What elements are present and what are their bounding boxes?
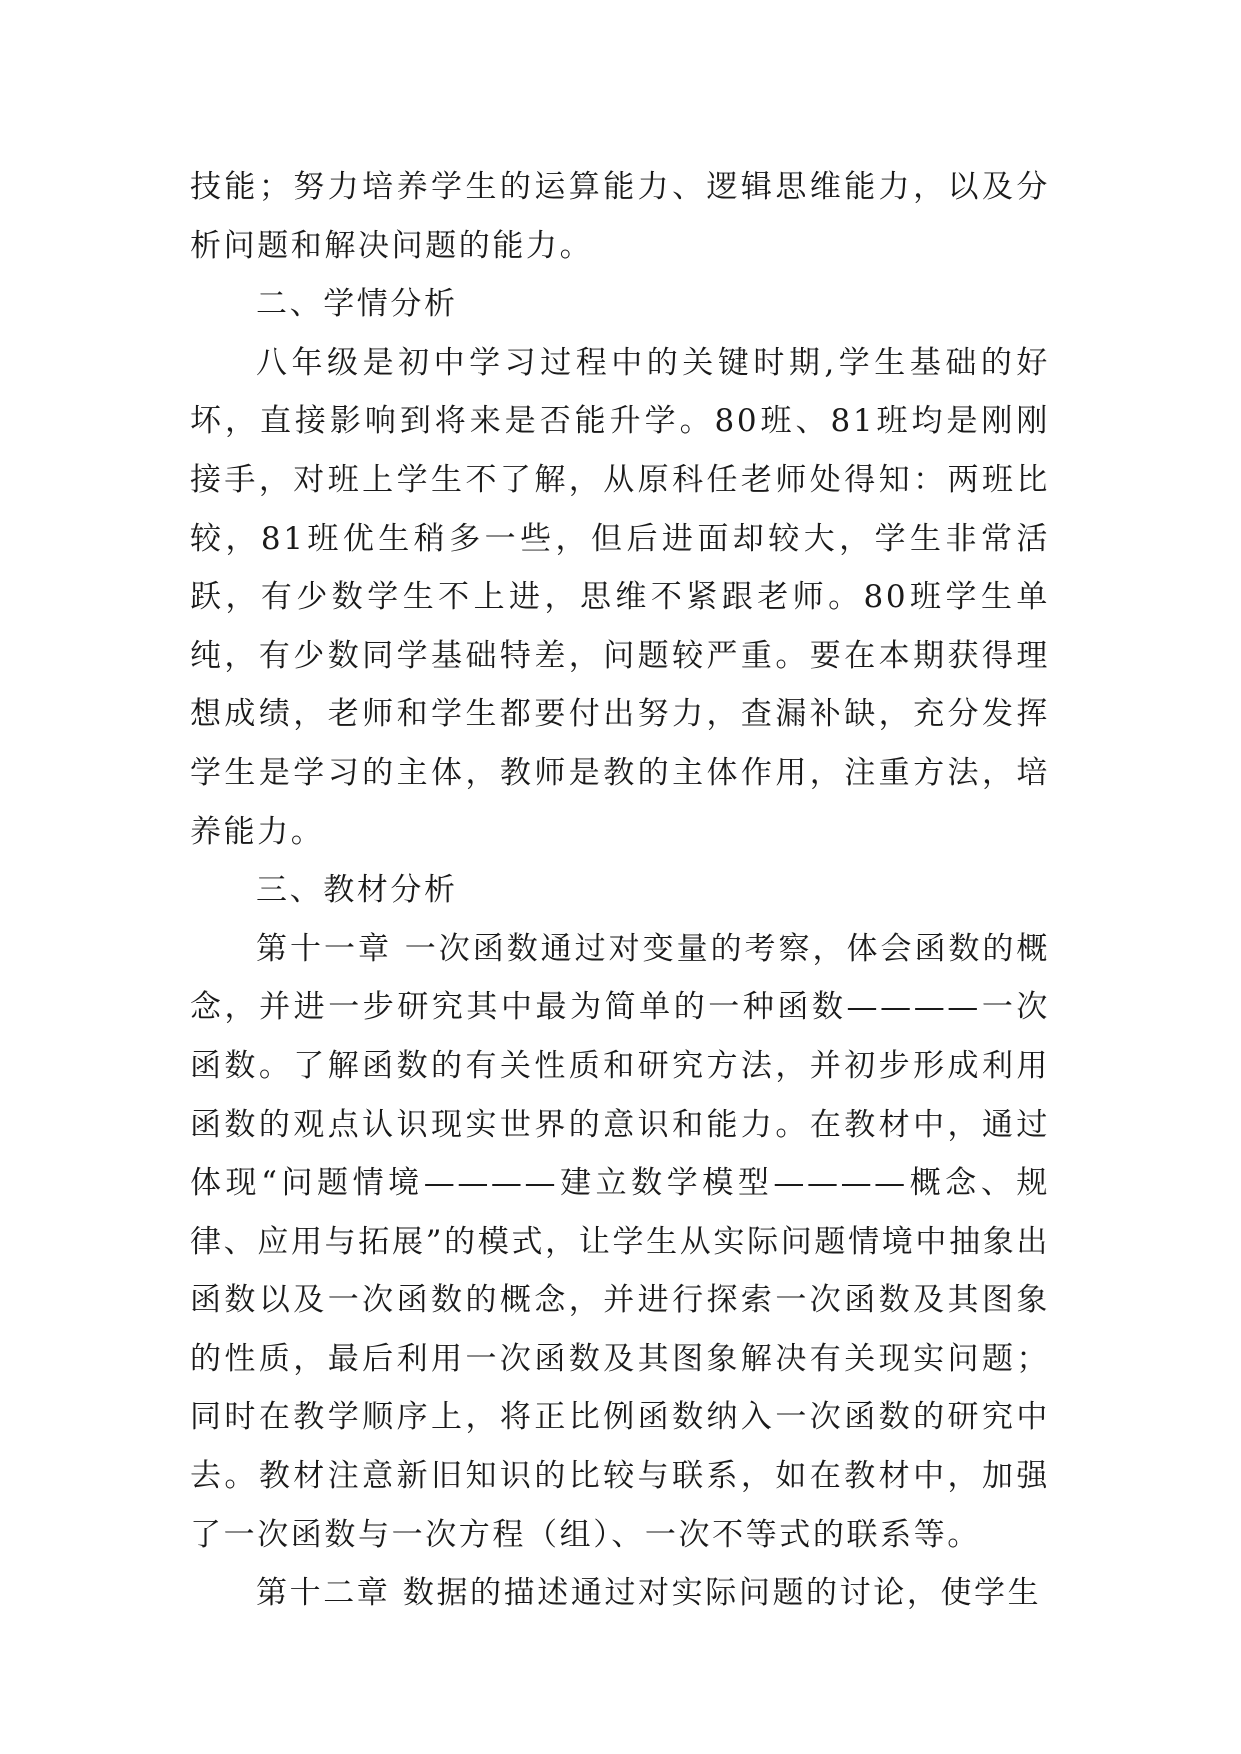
section-heading-textbook-analysis: 三、教材分析: [256, 872, 458, 909]
document-body: [190, 158, 1050, 1623]
paragraph-chapter-11: 第十一章 一次函数通过对变量的考察，体会函数的概念，并进一步研究其中最为简单的一种函数————一次函数。了解函数的有关性质和研究方法，并初步形成利用函数的观点认识现实世界的意识和能力。在教材中，通过体现“问题情境————建立数学模型————概念、规律、应用与拓展”的模式，让学生从实际问题情境中抽象出函数以及一次函数的概念，并进行探索一次函数及其图象的性质，最后利用一次函数及其图象解决有关现实问题；同时在教学顺序上，将正比例函数纳入一次函数的研究中去。教材注意新旧知识的比较与联系，如在教材中，加强了一次函数与一次方程（组）、一次不等式的联系等。: [190, 930, 1050, 1553]
continuation-paragraph: 技能；努力培养学生的运算能力、逻辑思维能力，以及分析问题和解决问题的能力。: [190, 169, 1050, 264]
paragraph-chapter-12: 第十二章 数据的描述通过对实际问题的讨论，使学生: [256, 1575, 1042, 1612]
section-heading-learning-analysis: 二、学情分析: [256, 286, 458, 323]
paragraph-learning-analysis: 八年级是初中学习过程中的关键时期,学生基础的好坏，直接影响到将来是否能升学。80班、81班均是刚刚接手，对班上学生不了解，从原科任老师处得知：两班比较，81班优生稍多一些，但后进面却较大，学生非常活跃，有少数学生不上进，思维不紧跟老师。80班学生单纯，有少数同学基础特差，问题较严重。要在本期获得理想成绩，老师和学生都要付出努力，查漏补缺，充分发挥学生是学习的主体，教师是教的主体作用，注重方法，培养能力。: [190, 344, 1050, 850]
